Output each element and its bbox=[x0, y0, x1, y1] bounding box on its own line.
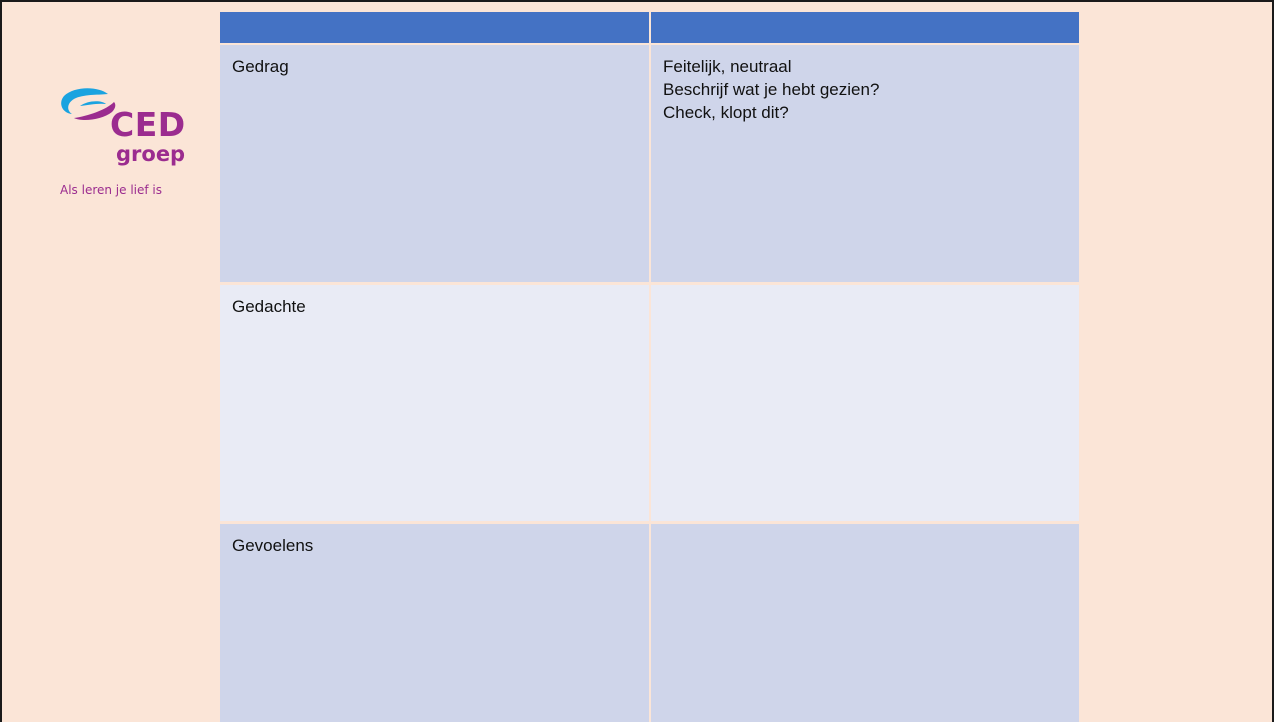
table-row-label-cell bbox=[220, 285, 649, 521]
logo-brand-text: CED bbox=[110, 105, 186, 144]
logo-sub-text: groep bbox=[116, 142, 186, 166]
content-line: Check, klopt dit? bbox=[663, 103, 789, 122]
table-row-label-cell bbox=[220, 524, 649, 722]
table-row-content-cell bbox=[651, 285, 1079, 521]
reflection-table bbox=[220, 12, 1079, 722]
table-header-cell-2 bbox=[651, 12, 1079, 43]
row-label-gevoelens: Gevoelens bbox=[232, 536, 314, 555]
table-row-label-cell bbox=[220, 45, 649, 282]
content-line: Beschrijf wat je hebt gezien? bbox=[663, 80, 880, 99]
table-row-content-cell bbox=[651, 45, 1079, 282]
row-label-gedrag: Gedrag bbox=[232, 57, 289, 76]
logo-tagline: Als leren je lief is bbox=[60, 183, 163, 197]
table-header-cell-1 bbox=[220, 12, 649, 43]
row-label-gedachte: Gedachte bbox=[232, 297, 306, 316]
table-row-content-cell bbox=[651, 524, 1079, 722]
ced-swirl-icon bbox=[58, 86, 118, 128]
content-line: Feitelijk, neutraal bbox=[663, 57, 792, 76]
ced-groep-logo bbox=[58, 86, 188, 206]
